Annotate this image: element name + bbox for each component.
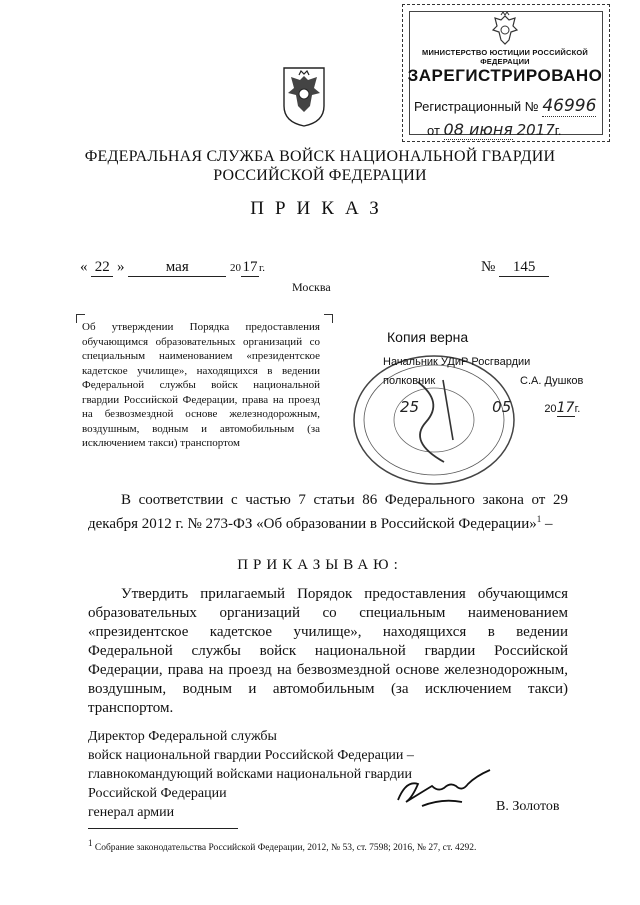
signer-line1: Директор Федеральной службы (88, 729, 277, 744)
footnote-marker: 1 (88, 838, 93, 848)
date-day: 22 (91, 259, 113, 277)
stamp-year-suffix: г. (554, 123, 562, 138)
date-month: мая (128, 259, 226, 277)
footnote-text: Собрание законодательства Российской Федерации, 2012, № 53, ст. 7598; 2016, № 27, ст. 4292. (94, 843, 477, 854)
order-text: Утвердить прилагаемый Порядок предоставления обучающимся образовательных организаций со специальным наименованием «президентское кадетское училище», находящихся в ведении Федеральной службы войск национальной гвардии Российской Федерации, права на проезд на безвозмездной основе железнодорожным, воздушным, водным и автомобильным (за исключением такси) транспортом. (88, 586, 568, 716)
document-type-title: ПРИКАЗ (250, 198, 390, 219)
date-year: 17 (242, 259, 258, 275)
signer-line4: Российской Федерации (88, 786, 227, 801)
footnote (88, 838, 476, 853)
number-value: 145 (499, 259, 549, 277)
date-g: г. (259, 262, 266, 274)
organization-line1: ФЕДЕРАЛЬНАЯ СЛУЖБА ВОЙСК НАЦИОНАЛЬНОЙ ГВАРДИИ (84, 148, 556, 165)
date-open-quote: « (80, 259, 88, 275)
coat-of-arms-icon (282, 66, 326, 128)
date-close-quote: » (117, 259, 125, 275)
stamp-reg-number: 46996 (542, 96, 597, 116)
copy-stamp-rank: полковник (383, 375, 436, 387)
preamble (88, 491, 568, 534)
copy-stamp-date (400, 398, 580, 417)
signer-line3: главнокомандующий войсками национальной гвардии (88, 767, 413, 782)
order-subject: Об утверждении Порядка предоставления обучающимся образовательных организаций со специальным наименованием «президентское кадетское училище», находящихся в ведении Федеральной службы войск национальной гвардии Российской Федерации, права на проезд на безвозмездной основе железнодорожным, воздушным, водным и автомобильным (за исключением такси) транспортом (82, 321, 320, 449)
preamble-dash: – (541, 516, 553, 532)
stamp-date-value: 08 июня (443, 120, 513, 139)
copy-stamp-name: С.А. Душков (520, 375, 584, 387)
subject-bracket-right (324, 314, 333, 323)
round-seal-icon (348, 352, 520, 488)
signer-name: В. Золотов (496, 799, 560, 814)
signature-icon (392, 762, 500, 814)
order-number (481, 259, 549, 277)
order-date (80, 259, 265, 277)
number-label: № (481, 259, 496, 275)
organization-name (0, 147, 640, 185)
signer-line2: войск национальной гвардии Российской Федерации – (88, 748, 414, 763)
copy-stamp-day: 25 (400, 398, 420, 416)
organization-line2: РОССИЙСКОЙ ФЕДЕРАЦИИ (213, 167, 427, 184)
date-year-prefix: 20 (230, 262, 241, 274)
stamp-year: 2017 (516, 121, 555, 139)
order-word: ПРИКАЗЫВАЮ: (237, 557, 403, 573)
copy-stamp-year-prefix: 20 (544, 403, 557, 415)
stamp-registered-label: ЗАРЕГИСТРИРОВАНО (407, 66, 603, 85)
footnote-separator (88, 828, 238, 829)
copy-stamp-position: Начальник УДиР Росгвардии (383, 356, 531, 368)
copy-stamp-year: 17 (556, 400, 575, 416)
stamp-date-prefix: от (427, 123, 440, 138)
stamp-reg-number-line (414, 96, 596, 116)
copy-stamp-title: Копия верна (387, 329, 469, 345)
signer-line5: генерал армии (88, 805, 175, 820)
copy-stamp-month: 05 (492, 398, 512, 416)
stamp-reg-label: Регистрационный № (414, 99, 539, 114)
preamble-text: В соответствии с частью 7 статьи 86 Федерального закона от 29 декабря 2012 г. № 273-ФЗ «Об образовании в Российской Федерации» (88, 492, 568, 532)
city: Москва (292, 280, 331, 294)
stamp-date-line (427, 120, 562, 139)
small-emblem-icon (490, 12, 520, 46)
stamp-ministry: МИНИСТЕРСТВО ЮСТИЦИИ РОССИЙСКОЙ ФЕДЕРАЦИИ (422, 48, 588, 66)
footnote-ref: 1 (536, 514, 542, 524)
copy-stamp-year-suffix: г. (574, 403, 581, 415)
